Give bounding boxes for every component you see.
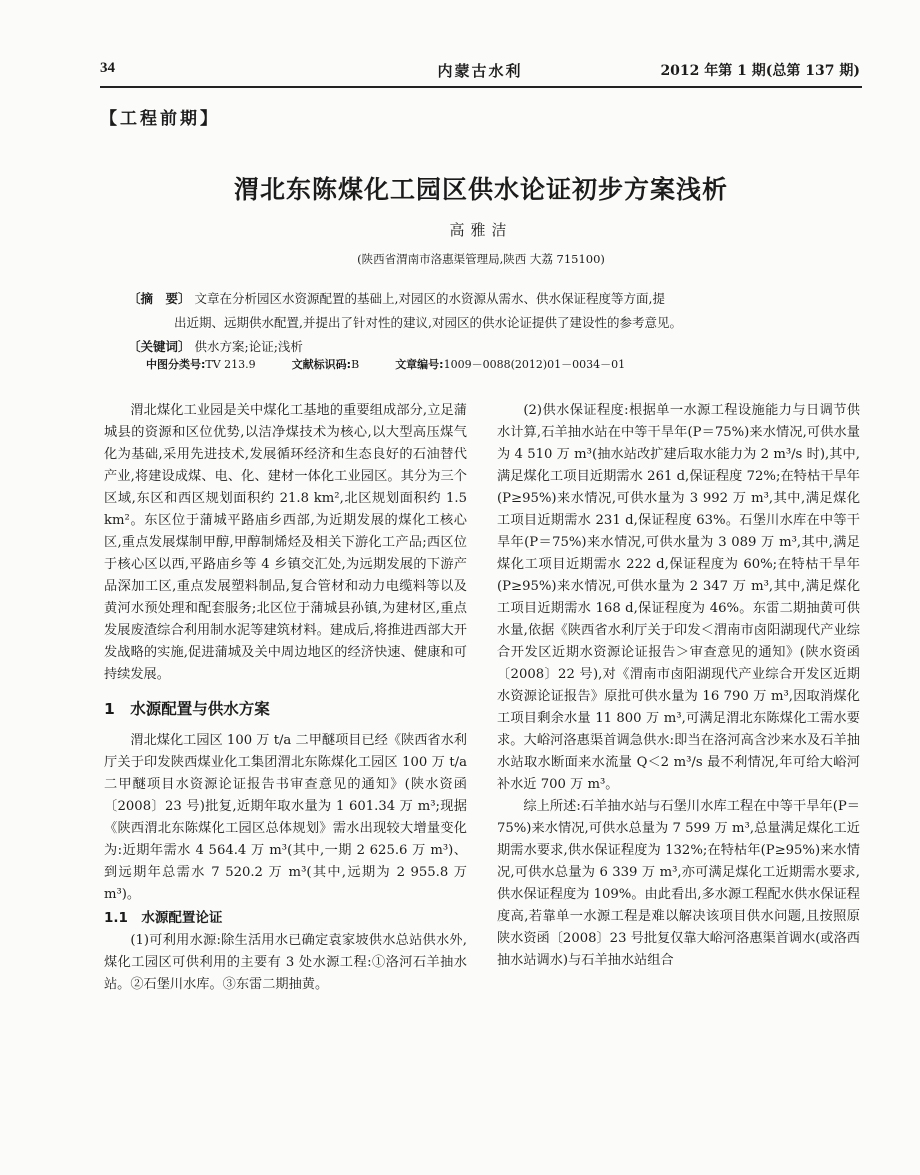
abstract-block: [128, 287, 828, 359]
keywords-text: 供水方案;论证;浅析: [194, 339, 303, 354]
author-name: 高雅洁: [449, 221, 513, 239]
section-heading-1-1: 1.1 水源配置论证: [104, 910, 223, 926]
paragraph-available-sources: (1)可利用水源:除生活用水已确定袁家坡供水总站供水外,煤化工园区可供利用的主要有 3 处水源工程:①洛河石羊抽水站。②石堡川水库。③东雷二期抽黄。: [104, 933, 467, 992]
doc-code-label: 文献标识码:: [291, 358, 352, 371]
abstract-label: 〔摘 要〕: [128, 291, 191, 306]
left-column: [104, 400, 467, 996]
doc-code-value: B: [351, 358, 360, 371]
author-affiliation: (陕西省渭南市洛惠渠管理局,陕西 大荔 715100): [357, 252, 605, 266]
header-rule: [100, 86, 862, 88]
section-heading-1: 1 水源配置与供水方案: [104, 700, 270, 718]
abstract-text-2: 出近期、远期供水配置,并提出了针对性的建议,对园区的供水论证提供了建设性的参考意见。: [174, 315, 682, 330]
article-title: 渭北东陈煤化工园区供水论证初步方案浅析: [233, 175, 728, 204]
paragraph-water-demand: 渭北煤化工园区 100 万 t/a 二甲醚项目已经《陕西省水利厅关于印发陕西煤业化工集团渭北东陈煤化工园区 100 万 t/a 二甲醚项目水资源论证报告书审查意见的通知》(陕水资函〔2008〕23 号)批复,近期年取水量为 1 601.34 万 m³;现据《陕西渭北东陈煤化工园区总体规划》需水出现较大增量变化为:近期年需水 4 564.4 万 m³(其中,一期 2 625.6 万 m³)、到远期年总需水 7 520.2 万 m³(其中,远期为 2 955.8 万 m³)。: [104, 733, 467, 902]
keywords-label: 〔关键词〕: [128, 339, 191, 354]
paragraph-supply-guarantee: (2)供水保证程度:根据单一水源工程设施能力与日调节供水计算,石羊抽水站在中等干旱年(P＝75%)来水情况,可供水量为 4 510 万 m³(抽水站改扩建后取水能力为 2 m³/s 时),其中,满足煤化工项目近期需水 261 d,保证程度 72%;在特枯干旱年(P≥95%)来水情况,可供水量为 3 992 万 m³,其中,满足煤化工项目近期需水 231 d,保证程度 63%。石堡川水库在中等干旱年(P＝75%)来水情况,可供水量为 3 089 万 m³,其中,满足煤化工项目近期需水 222 d,保证程度为 60%;在特枯干旱年(P≥95%)来水情况,可供水量为 2 347 万 m³,其中,满足煤化工项目近期需水 168 d,保证程度为 46%。东雷二期抽黄可供水量,依据《陕西省水利厅关于印发＜渭南市卤阳湖现代产业综合开发区近期水资源论证报告＞审查意见的通知》(陕水资函〔2008〕22 号),对《渭南市卤阳湖现代产业综合开发区近期水资源论证报告》原批可供水量为 16 790 万 m³,因取消煤化工项目剩余水量 11 800 万 m³,可满足渭北东陈煤化工需水要求。大峪河洛惠渠首调急供水:即当在洛河高含沙来水及石羊抽水站取水断面来水流量 Q＜2 m³/s 最不利情况,年可给大峪河补水近 700 万 m³。: [497, 403, 860, 792]
article-no-label: 文章编号:: [395, 358, 444, 371]
abstract-text-1: 文章在分析园区水资源配置的基础上,对园区的水资源从需水、供水保证程度等方面,提: [194, 291, 665, 306]
intro-paragraph: 渭北煤化工业园是关中煤化工基地的重要组成部分,立足蒲城县的资源和区位优势,以洁净煤技术为核心,以大型高压煤气化为基础,采用先进技术,发展循环经济和生态良好的石油替代产业,将建设成煤、电、化、建材一体化工业园区。其分为三个区域,东区和西区规划面积约 21.8 km²,北区规划面积约 1.5 km²。东区位于蒲城平路庙乡西部,为近期发展的煤化工核心区,重点发展煤制甲醇,甲醇制烯烃及相关下游化工产品;西区位于核心区以西,平路庙乡等 4 乡镇交汇处,为远期发展的下游产品深加工区,重点发展塑料制品,复合管材和动力电缆料等以及黄河水预处理和配套服务;北区位于蒲城县孙镇,为建材区,重点发展废渣综合利用制水泥等建筑材料。建成后,将推进西部大开发战略的实施,促进蒲城及关中周边地区的经济快速、健康和可持续发展。: [104, 403, 467, 682]
section-tag: 【工程前期】: [100, 109, 220, 129]
abstract-line-1: [128, 287, 828, 311]
journal-name: 内蒙古水利: [437, 62, 523, 80]
right-column: [497, 400, 860, 972]
issue-info: 2012 年第 1 期(总第 137 期): [660, 63, 860, 79]
page-number: 34: [100, 60, 115, 76]
classification-line: [146, 356, 625, 372]
clc-value: TV 213.9: [205, 358, 256, 371]
running-header: [100, 60, 860, 82]
article-no-value: 1009－0088(2012)01－0034－01: [443, 358, 626, 371]
paragraph-summary: 综上所述:石羊抽水站与石堡川水库工程在中等干旱年(P＝75%)来水情况,可供水总量为 7 599 万 m³,总量满足煤化工近期需水要求,供水保证程度为 132%;在特枯年(P≥95%)来水情况,可供水总量为 6 339 万 m³,亦可满足煤化工近期需水要求,供水保证程度为 109%。由此看出,多水源工程配水供水保证程度高,若靠单一水源工程是难以解决该项目供水问题,且按照原陕水资函〔2008〕23 号批复仅靠大峪河洛惠渠首调水(或洛西抽水站调水)与石羊抽水站组合: [497, 799, 860, 968]
clc-label: 中图分类号:: [146, 358, 206, 371]
